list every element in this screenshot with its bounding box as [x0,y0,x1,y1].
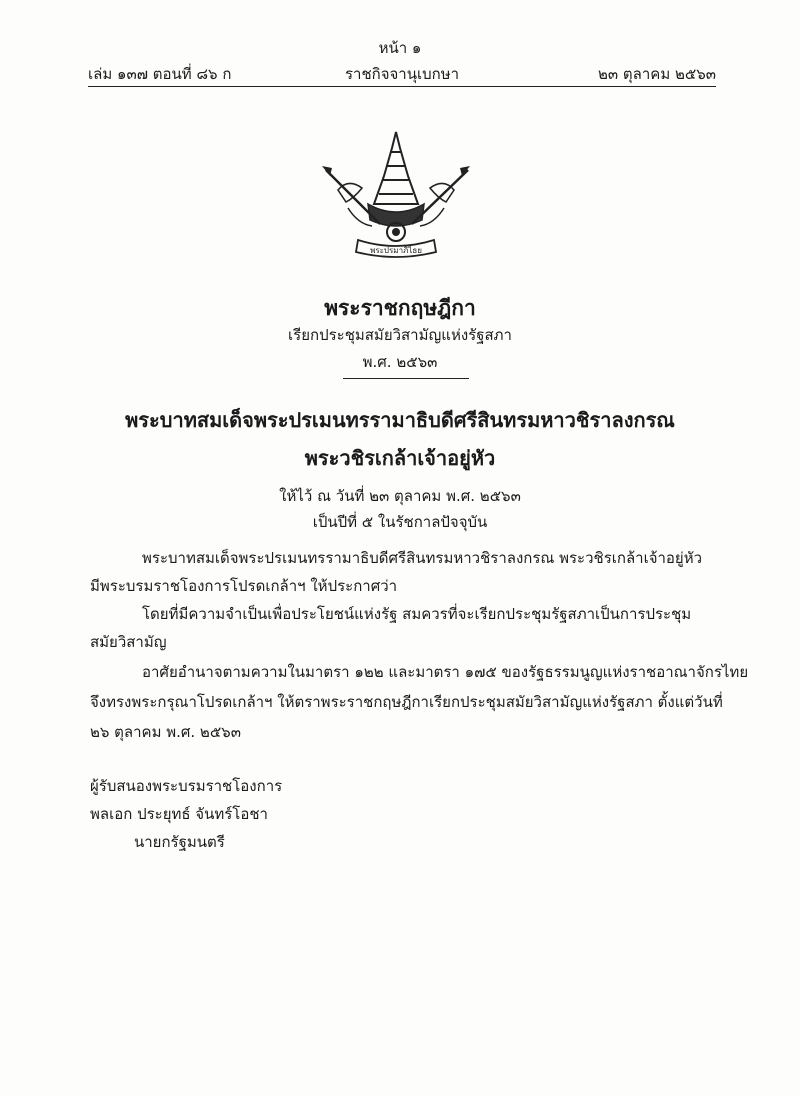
volume-issue: เล่ม ๑๓๗ ตอนที่ ๘๖ ก [88,65,232,83]
body-paragraph-3-line-1: อาศัยอำนาจตามความในมาตรา ๑๒๒ และมาตรา ๑๗๕ ของรัฐธรรมนูญแห่งราชอาณาจักรไทย [142,663,749,681]
king-name-line-1: พระบาทสมเด็จพระปรเมนทรรามาธิบดีศรีสินทรมหาวชิราลงกรณ [125,408,675,432]
king-name-line-2: พระวชิรเกล้าเจ้าอยู่หัว [304,446,496,470]
body-paragraph-1-line-1: พระบาทสมเด็จพระปรเมนทรรามาธิบดีศรีสินทรมหาวชิราลงกรณ พระวชิรเกล้าเจ้าอยู่หัว [142,549,703,567]
body-paragraph-2-line-2: สมัยวิสามัญ [90,633,167,651]
header-row [88,62,716,84]
document-year: พ.ศ. ๒๕๖๓ [362,353,438,371]
reign-year: เป็นปีที่ ๕ ในรัชกาลปัจจุบัน [312,513,488,531]
body-paragraph-2-line-1: โดยที่มีความจำเป็นเพื่อประโยชน์แห่งรัฐ สมควรที่จะเรียกประชุมรัฐสภาเป็นการประชุม [142,605,692,623]
document-subtitle: เรียกประชุมสมัยวิสามัญแห่งรัฐสภา [288,326,512,344]
document-title: พระราชกฤษฎีกา [324,296,476,320]
signatory-position: นายกรัฐมนตรี [134,833,225,851]
body-paragraph-3-line-3: ๒๖ ตุลาคม พ.ศ. ๒๕๖๓ [90,723,241,741]
header-rule [88,86,716,87]
garuda-royal-crown-emblem-icon [318,128,474,258]
title-rule [343,378,469,379]
countersign-label: ผู้รับสนองพระบรมราชโองการ [90,777,283,795]
emblem-ribbon-text: พระปรมาภิไธย [370,246,422,255]
signatory-name: พลเอก ประยุทธ์ จันทร์โอชา [90,805,268,823]
gazette-name: ราชกิจจานุเบกษา [344,65,460,83]
issue-date: ๒๓ ตุลาคม ๒๕๖๓ [598,65,716,83]
body-paragraph-1-line-2: มีพระบรมราชโองการโปรดเกล้าฯ ให้ประกาศว่า [90,577,398,595]
given-date: ให้ไว้ ณ วันที่ ๒๓ ตุลาคม พ.ศ. ๒๕๖๓ [279,487,521,505]
page-number: หน้า ๑ [378,39,422,57]
body-paragraph-3-line-2: จึงทรงพระกรุณาโปรดเกล้าฯ ให้ตราพระราชกฤษฎีกาเรียกประชุมสมัยวิสามัญแห่งรัฐสภา ตั้งแต่วันที่ [90,693,723,711]
